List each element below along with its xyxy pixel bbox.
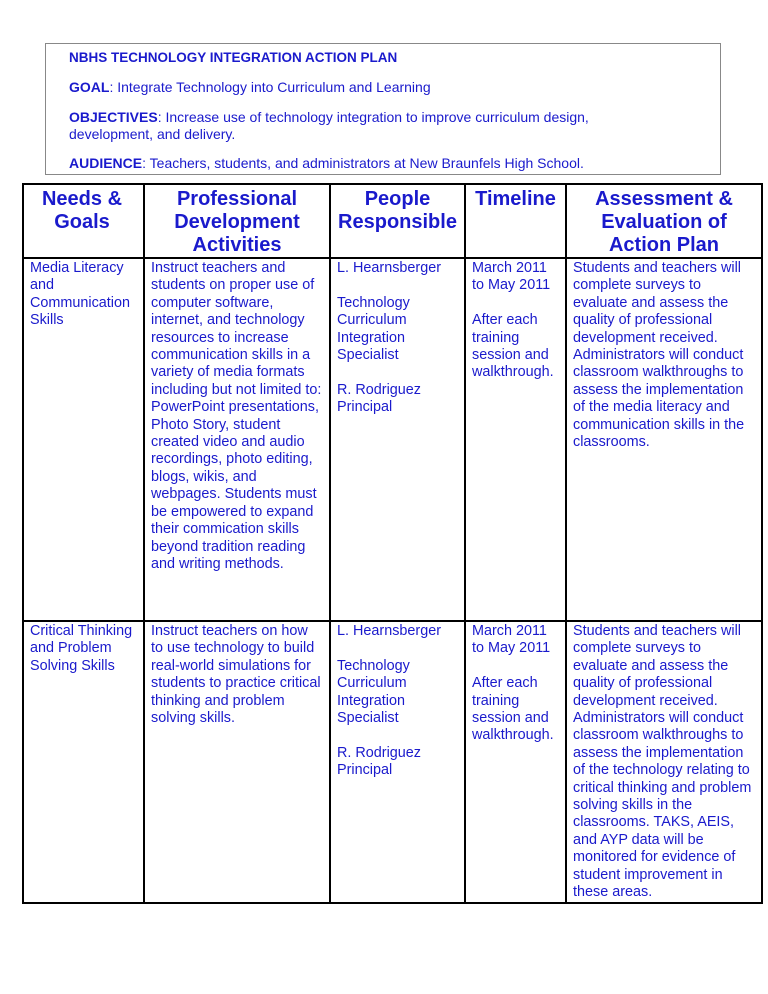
person: L. Hearnsberger — [337, 260, 441, 276]
people-cell — [330, 621, 465, 903]
plan-summary-box — [45, 43, 721, 175]
audience-text: : Teachers, students, and administrators at New Braunfels High School. — [142, 155, 584, 171]
person: R. Rodriguez Principal — [337, 381, 421, 416]
header-timeline: Timeline — [465, 184, 566, 258]
header-activities: Professional Development Activities — [144, 184, 330, 258]
goal — [69, 79, 669, 96]
timeline-frequency: After each training session and walkthrough. — [472, 312, 554, 381]
person: Technology Curriculum Integration Specialist — [337, 294, 410, 364]
person: L. Hearnsberger — [337, 623, 441, 639]
audience — [69, 155, 669, 172]
header-assessment: Assessment & Evaluation of Action Plan — [566, 184, 762, 258]
need-cell: Critical Thinking and Problem Solving Skills — [23, 621, 144, 903]
timeline-range: March 2011 to May 2011 — [472, 260, 551, 294]
objectives — [69, 109, 649, 143]
objectives-label: OBJECTIVES — [69, 109, 158, 125]
timeline-cell — [465, 258, 566, 621]
header-people: People Responsible — [330, 184, 465, 258]
objectives-text: : Increase use of technology integration to improve curriculum design, development, and delivery. — [69, 109, 589, 142]
table-row — [23, 258, 762, 621]
timeline-range: March 2011 to May 2011 — [472, 623, 551, 657]
header-needs-goals: Needs & Goals — [23, 184, 144, 258]
goal-text: : Integrate Technology into Curriculum and Learning — [109, 79, 431, 95]
assessment-cell: Students and teachers will complete surveys to evaluate and assess the quality of professional development received. Administrators will conduct classroom walkthroughs to assess the implementation of the technology relating to critical thinking and problem solving skills in the classrooms. TAKS, AEIS, and AYP data will be monitored for evidence of student improvement in these areas. — [566, 621, 762, 903]
plan-title: NBHS TECHNOLOGY INTEGRATION ACTION PLAN — [69, 50, 398, 65]
person: Technology Curriculum Integration Specialist — [337, 657, 410, 727]
people-cell — [330, 258, 465, 621]
activities-cell: Instruct teachers on how to use technology to build real-world simulations for students to practice critical thinking and problem solving skills. — [144, 621, 330, 903]
action-plan-table — [22, 183, 763, 904]
goal-label: GOAL — [69, 79, 110, 95]
table-header-row — [23, 184, 762, 258]
person: R. Rodriguez Principal — [337, 744, 421, 779]
timeline-cell — [465, 621, 566, 903]
activities-cell: Instruct teachers and students on proper use of computer software, internet, and technology resources to increase communication skills in a variety of media formats including but not limited to: PowerPoint presentations, Photo Story, student created video and audio recordings, photo editing, blogs, wikis, and webpages. Students must be empowered to expand their commication skills beyond tradition reading and writing methods. — [144, 258, 330, 621]
timeline-frequency: After each training session and walkthrough. — [472, 675, 554, 744]
assessment-cell: Students and teachers will complete surveys to evaluate and assess the quality of professional development received. Administrators will conduct classroom walkthroughs to assess the implementation of the media literacy and communication skills in the classrooms. — [566, 258, 762, 621]
audience-label: AUDIENCE — [69, 155, 143, 171]
need-cell: Media Literacy and Communication Skills — [23, 258, 144, 621]
table-row — [23, 621, 762, 903]
